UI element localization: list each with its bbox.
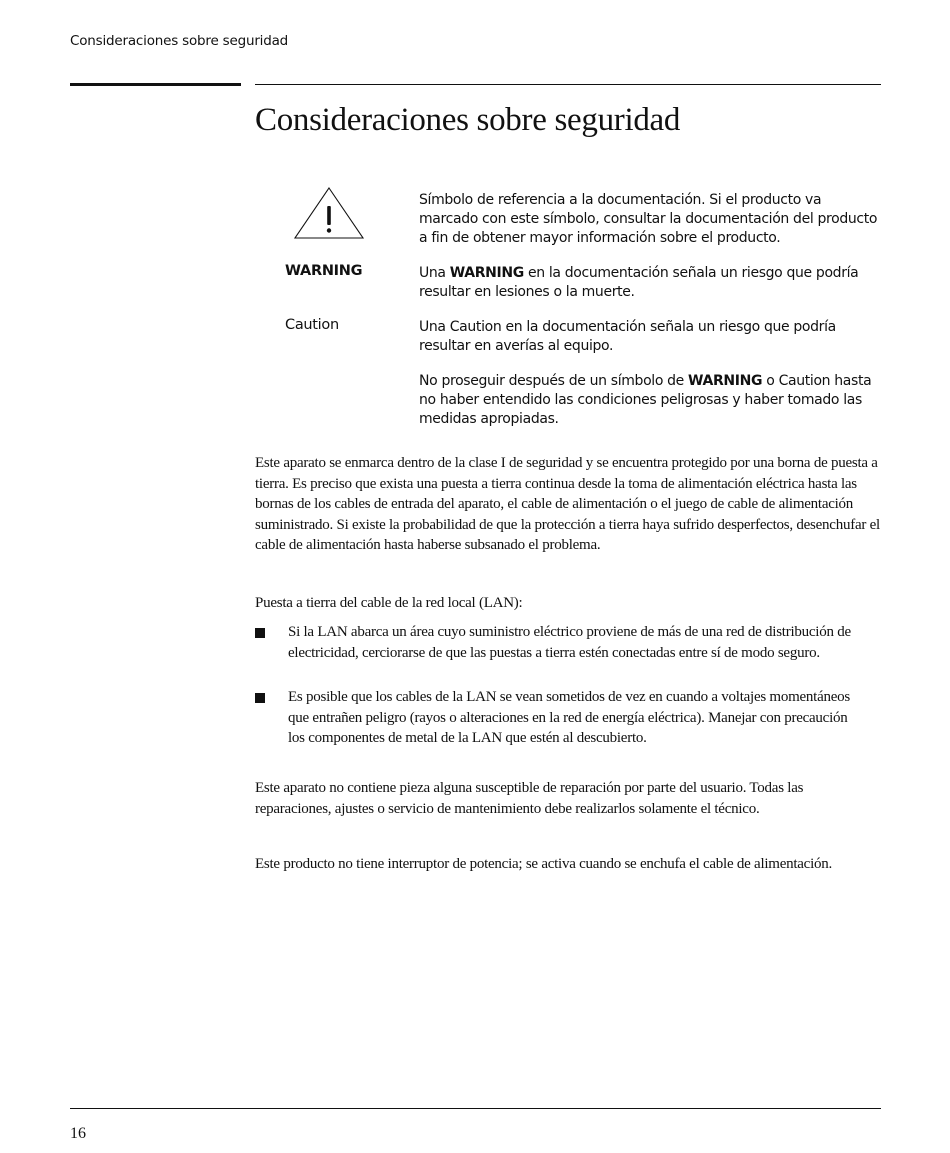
warning-description: Una WARNING en la documentación señala un riesgo que podría resultar en lesiones o la muerte.	[419, 265, 859, 300]
bullet-item: Si la LAN abarca un área cuyo suministro eléctrico proviene de más de una red de distribución de electricidad, cerciorarse de que las puestas a tierra estén conectadas entre sí de modo seguro.	[288, 624, 851, 661]
warning-triangle-icon	[292, 186, 366, 242]
bullet-square	[255, 628, 265, 638]
warning-term: WARNING	[285, 263, 363, 279]
page-number: 16	[70, 1125, 86, 1142]
grounding-paragraph: Este aparato se enmarca dentro de la clase I de seguridad y se encuentra protegido por una borna de puesta a tierra. Es preciso que exista una puesta a tierra continua desde la toma de alimentación eléctrica hasta las bornas de los cables de entrada del aparato, el cable de alimentación o el juego de cable de alimentación suministrado. Si existe la probabilidad de que la protección a tierra haya sufrido desperfectos, desenchufar el cable de alimentación hasta haberse subsanado el problema.	[255, 455, 880, 553]
footer-rule	[70, 1108, 881, 1109]
caution-description: Una Caution en la documentación señala un riesgo que podría resultar en averías al equipo.	[419, 319, 836, 354]
power-switch-paragraph: Este producto no tiene interruptor de potencia; se activa cuando se enchufa el cable de alimentación.	[255, 856, 832, 872]
bullet-item: Es posible que los cables de la LAN se vean sometidos de vez en cuando a voltajes momentáneos que entrañen peligro (rayos o alteraciones en la red de energía eléctrica). Manejar con precaución los componentes de metal de la LAN que estén al descubierto.	[288, 689, 850, 746]
documentation-symbol-description: Símbolo de referencia a la documentación. Si el producto va marcado con este símbolo, consultar la documentación del producto a fin de obtener mayor información sobre el producto.	[419, 192, 878, 246]
lan-grounding-heading: Puesta a tierra del cable de la red local (LAN):	[255, 595, 523, 611]
running-header: Consideraciones sobre seguridad	[70, 33, 289, 49]
no-user-serviceable-paragraph: Este aparato no contiene pieza alguna susceptible de reparación por parte del usuario. Todas las reparaciones, ajustes o servicio de mantenimiento debe realizarlos solamente el técnico.	[255, 780, 804, 817]
caution-term: Caution	[285, 317, 339, 333]
warning-caution-note: No proseguir después de un símbolo de WARNING o Caution hasta no haber entendido las condiciones peligrosas y haber tomado las medidas apropiadas.	[419, 373, 872, 427]
bullet-square	[255, 693, 265, 703]
header-rule-long	[255, 84, 881, 85]
page-title: Consideraciones sobre seguridad	[255, 102, 681, 138]
header-rule-short	[70, 83, 241, 86]
